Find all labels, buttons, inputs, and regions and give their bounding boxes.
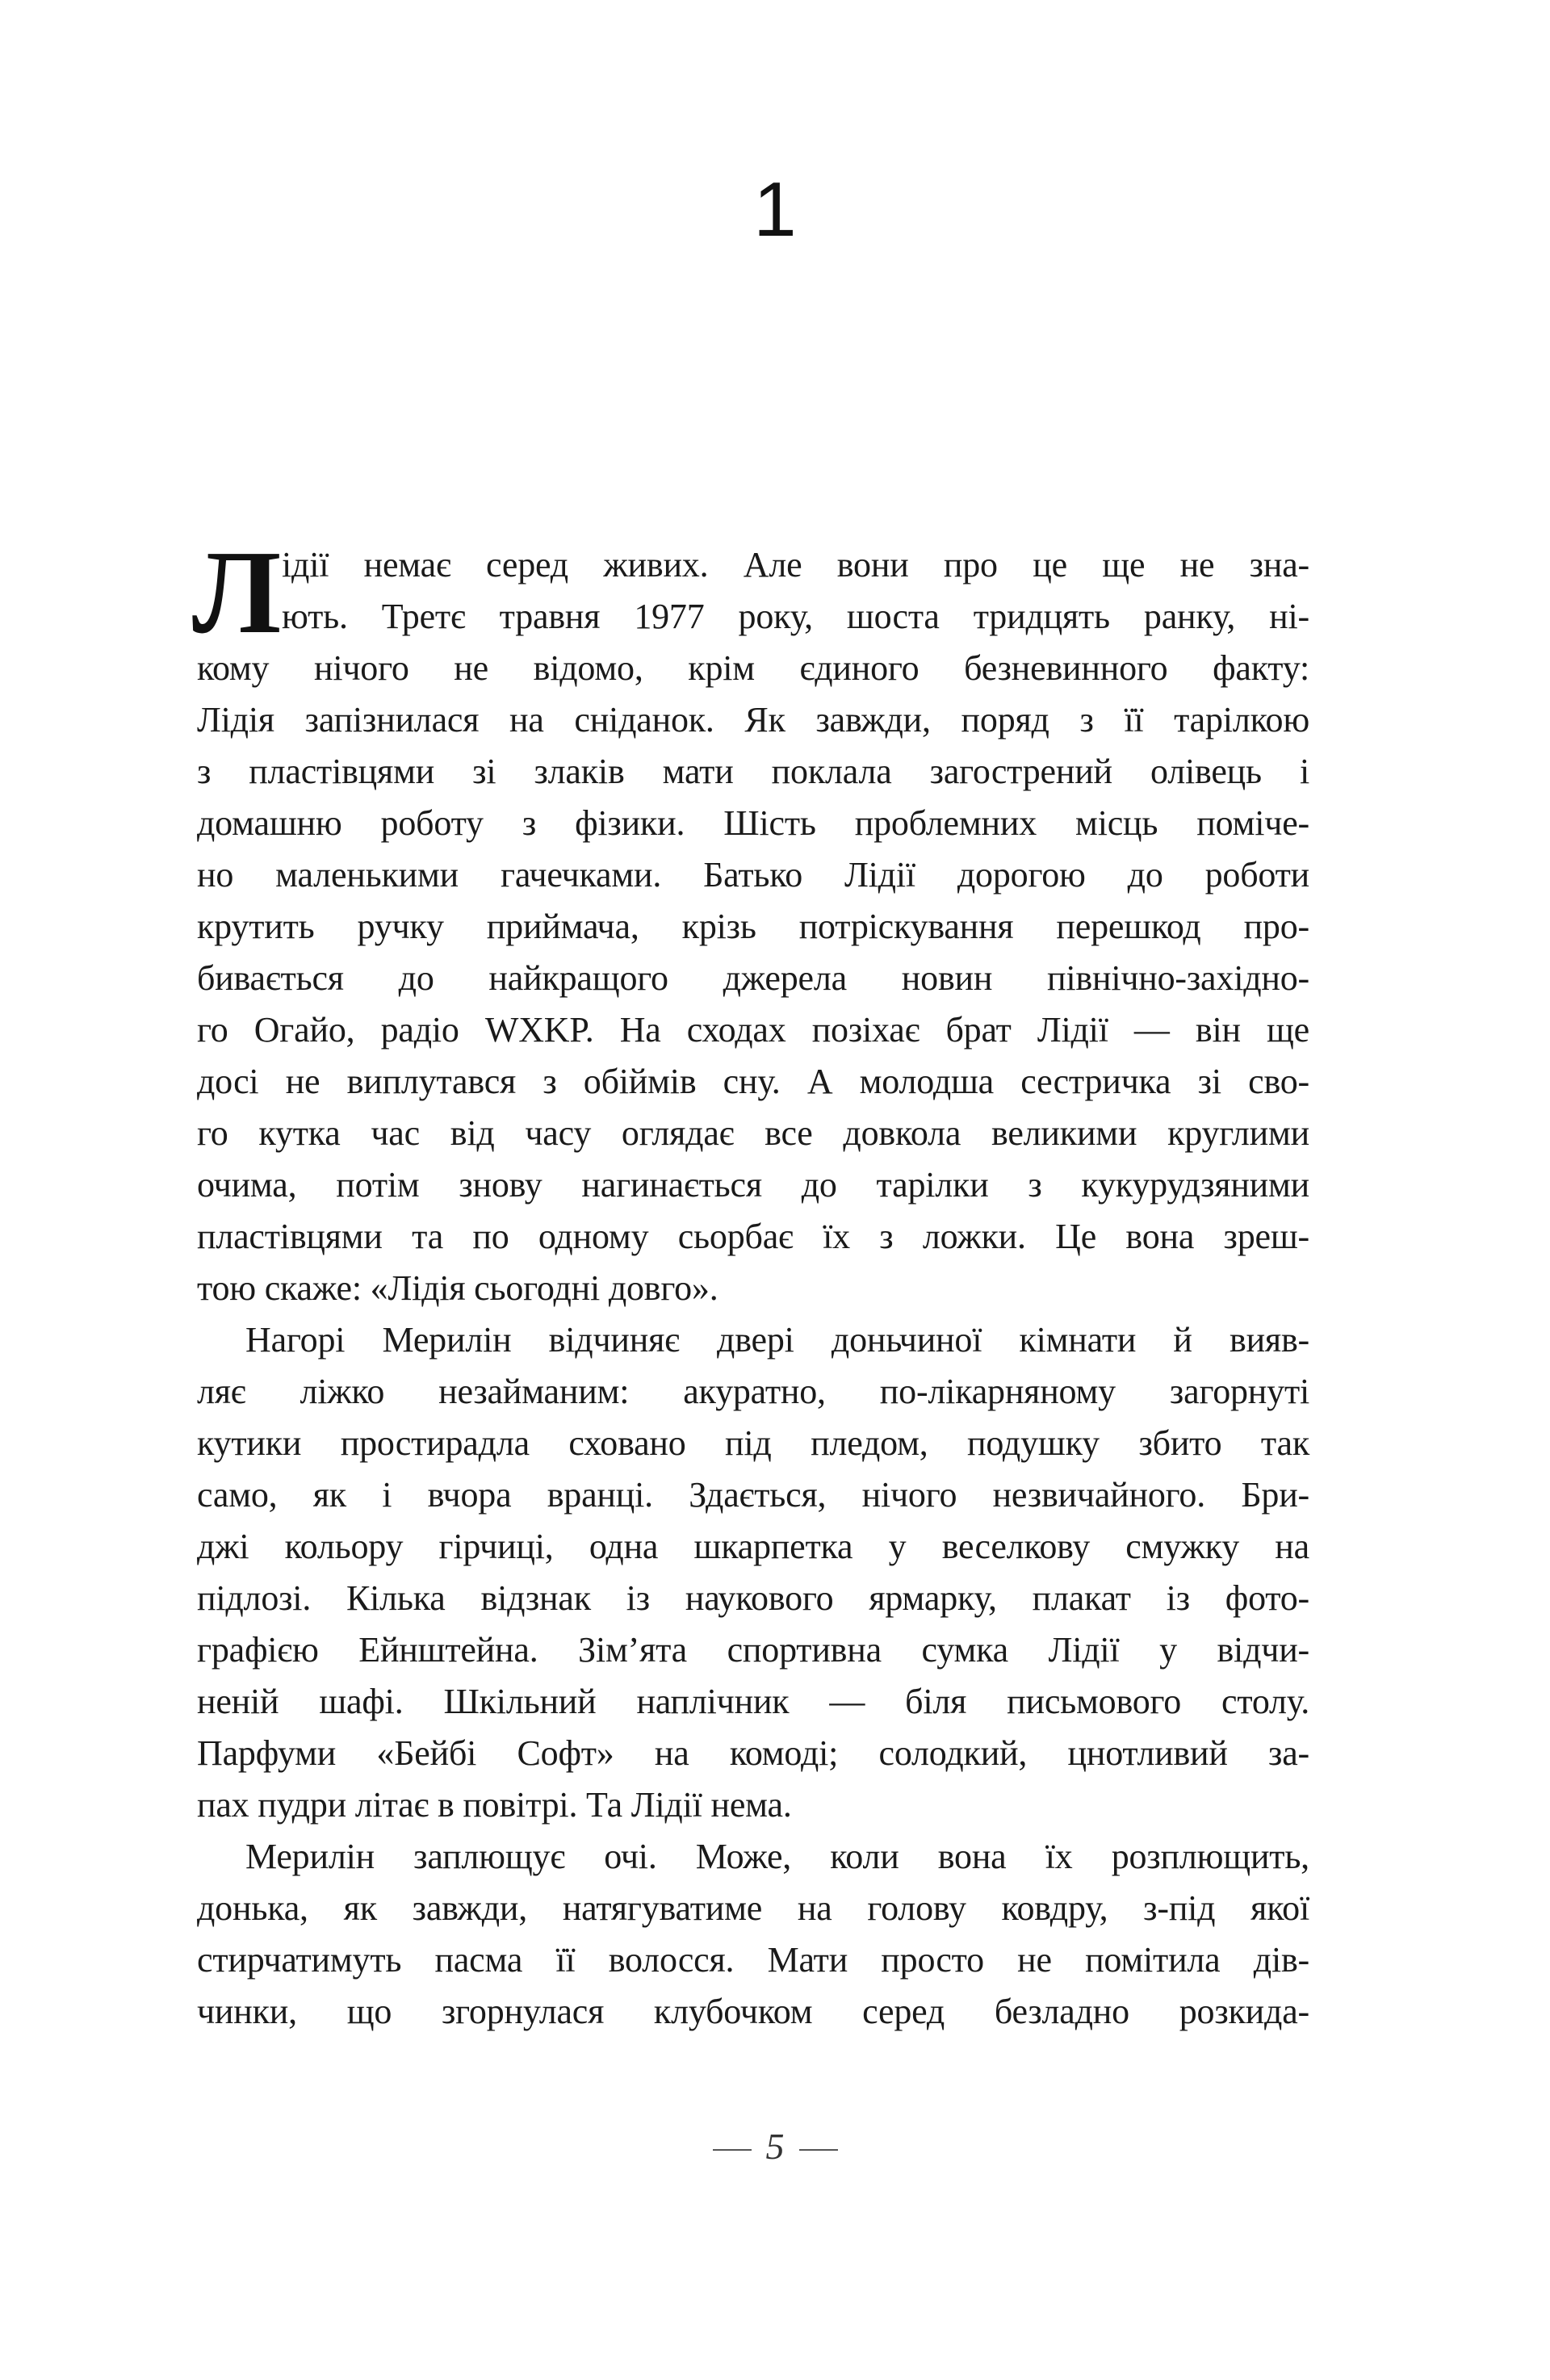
text-line: кому нічого не відомо, крім єдиного безневинного факту:: [197, 648, 1309, 688]
text-line: з пластівцями зі злаків мати поклала загострений олівець і: [197, 752, 1309, 791]
text-line: ідії немає серед живих. Але вони про це ще не зна-: [282, 545, 1309, 585]
text-line: неній шафі. Шкільний наплічник — біля письмового столу.: [197, 1682, 1309, 1721]
dash-left: [713, 2149, 752, 2151]
text-line: чинки, що згорнулася клубочком серед безладно розкида-: [197, 1992, 1309, 2031]
text-line: Нагорі Мерилін відчиняє двері доньчиної кімнати й вияв-: [245, 1320, 1309, 1360]
page-number-footer: [0, 2125, 1550, 2168]
text-line: Парфуми «Бейбі Софт» на комоді; солодкий, цнотливий за-: [197, 1733, 1309, 1773]
text-line: пластівцями та по одному сьорбає їх з ложки. Це вона зреш-: [197, 1217, 1309, 1256]
text-line: підлозі. Кілька відзнак із наукового ярмарку, плакат із фото-: [197, 1578, 1309, 1618]
text-line: донька, як завжди, натягуватиме на голову ковдру, з-під якої: [197, 1888, 1309, 1928]
text-line: само, як і вчора вранці. Здається, нічого незвичайного. Бри-: [197, 1475, 1309, 1515]
paragraph: [197, 1831, 1309, 2038]
text-line: Лідія запізнилася на сніданок. Як завжди, поряд з її тарілкою: [197, 700, 1309, 740]
text-line: го Огайо, радіо WXKP. На сходах позіхає брат Лідії — він ще: [197, 1010, 1309, 1050]
text-line: кутики простирадла сховано під пледом, подушку збито так: [197, 1423, 1309, 1463]
text-line: го кутка час від часу оглядає все довкола великими круглими: [197, 1113, 1309, 1153]
drop-cap: Л: [192, 526, 282, 659]
chapter-number: 1: [753, 166, 797, 253]
text-line: ють. Третє травня 1977 року, шоста тридцять ранку, ні-: [282, 597, 1309, 636]
text-line: пах пудри літає в повітрі. Та Лідії нема.: [197, 1785, 792, 1825]
text-line: графією Ейнштейна. Зім’ята спортивна сумка Лідії у відчи-: [197, 1630, 1309, 1670]
text-line: джі кольору гірчиці, одна шкарпетка у веселкову смужку на: [197, 1527, 1309, 1566]
dash-right: [799, 2149, 838, 2151]
text-line: Мерилін заплющує очі. Може, коли вона їх розплющить,: [245, 1837, 1309, 1876]
paragraph: [197, 539, 1309, 1314]
text-line: крутить ручку приймача, крізь потріскування перешкод про-: [197, 907, 1309, 946]
text-line: досі не виплутався з обіймів сну. А молодша сестричка зі сво-: [197, 1062, 1309, 1101]
text-line: домашню роботу з фізики. Шість проблемних місць поміче-: [197, 803, 1309, 843]
text-line: очима, потім знову нагинається до тарілки з кукурудзяними: [197, 1165, 1309, 1205]
body-text: [192, 526, 1309, 2038]
text-line: но маленькими гачечками. Батько Лідії дорогою до роботи: [197, 855, 1309, 895]
page-number: 5: [765, 2126, 785, 2167]
paragraph: [197, 1314, 1309, 1831]
text-line: стирчатимуть пасма її волосся. Мати просто не помітила дів-: [197, 1940, 1309, 1980]
text-line: бивається до найкращого джерела новин північно-західно-: [197, 958, 1309, 998]
text-line: ляє ліжко незайманим: акуратно, по-лікарняному загорнуті: [197, 1372, 1309, 1411]
text-line: тою скаже: «Лідія сьогодні довго».: [197, 1268, 718, 1308]
